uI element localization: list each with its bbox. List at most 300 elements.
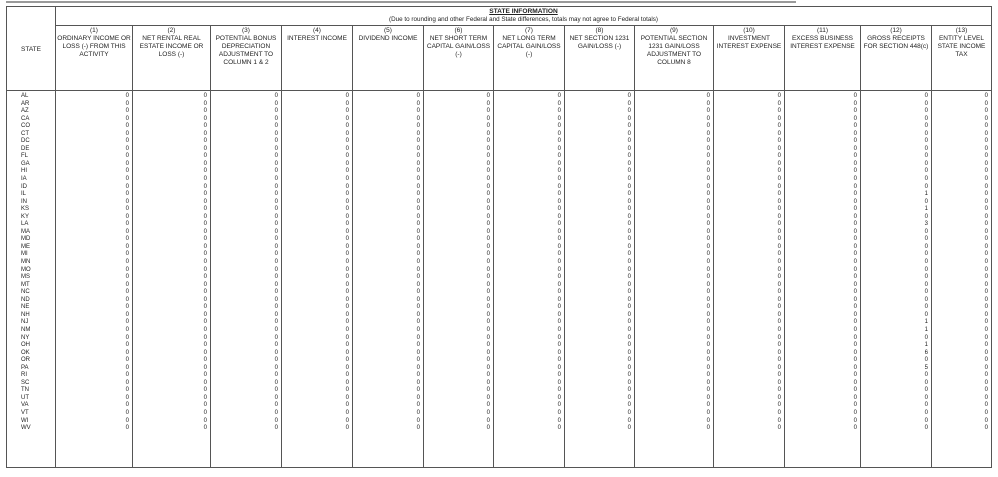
state-code: VT (21, 409, 29, 416)
table-cell: 6 (924, 349, 928, 356)
table-cell: 0 (203, 274, 207, 281)
table-cell: 0 (557, 206, 561, 213)
table-cell: 0 (203, 108, 207, 115)
table-cell: 0 (627, 168, 631, 175)
table-cell: 0 (416, 372, 420, 379)
table-cell: 0 (924, 357, 928, 364)
table-cell: 0 (924, 145, 928, 152)
state-code: AZ (21, 108, 29, 115)
table-cell: 0 (486, 153, 490, 160)
table-cell: 0 (203, 296, 207, 303)
table-cell: 0 (627, 402, 631, 409)
table-cell: 0 (486, 168, 490, 175)
table-cell: 0 (557, 153, 561, 160)
table-cell: 0 (777, 236, 781, 243)
table-cell: 0 (627, 183, 631, 190)
table-cell: 0 (706, 123, 710, 130)
table-cell: 0 (345, 409, 349, 416)
table-cell: 0 (557, 160, 561, 167)
state-code: DC (21, 138, 30, 145)
table-cell: 0 (274, 191, 278, 198)
table-cell: 0 (274, 266, 278, 273)
table-cell: 0 (924, 372, 928, 379)
table-cell: 0 (984, 311, 988, 318)
table-cell: 0 (706, 183, 710, 190)
table-cell: 0 (274, 183, 278, 190)
table-cell: 0 (777, 198, 781, 205)
table-cell: 0 (486, 394, 490, 401)
table-cell: 0 (627, 394, 631, 401)
table-cell: 0 (345, 372, 349, 379)
table-cell: 0 (416, 176, 420, 183)
table-cell: 0 (345, 334, 349, 341)
table-cell: 0 (345, 198, 349, 205)
table-cell: 0 (486, 213, 490, 220)
table-cell: 0 (416, 387, 420, 394)
table-cell: 0 (706, 379, 710, 386)
table-cell: 0 (345, 183, 349, 190)
table-cell: 0 (557, 281, 561, 288)
table-cell: 0 (777, 402, 781, 409)
table-cell: 0 (203, 259, 207, 266)
table-cell: 0 (853, 206, 857, 213)
table-cell: 0 (203, 115, 207, 122)
table-cell: 0 (125, 93, 129, 99)
table-cell: 0 (627, 130, 631, 137)
table-cell: 0 (416, 326, 420, 333)
table-cell: 0 (125, 394, 129, 401)
table-cell: 0 (853, 326, 857, 333)
table-cell: 0 (345, 153, 349, 160)
table-cell: 0 (627, 198, 631, 205)
table-cell: 0 (203, 372, 207, 379)
table-cell: 0 (345, 176, 349, 183)
table-cell: 0 (557, 145, 561, 152)
table-cell: 0 (853, 93, 857, 99)
table-cell: 0 (125, 168, 129, 175)
table-cell: 0 (274, 259, 278, 266)
column-header (494, 25, 564, 91)
state-code: AL (21, 93, 29, 99)
table-cell: 0 (924, 228, 928, 235)
table-cell: 0 (203, 409, 207, 416)
table-cell: 0 (706, 153, 710, 160)
table-cell: 0 (924, 236, 928, 243)
table-cell: 0 (706, 372, 710, 379)
table-cell: 0 (627, 160, 631, 167)
table-cell: 0 (984, 334, 988, 341)
table-cell: 0 (203, 417, 207, 424)
table-cell: 0 (345, 349, 349, 356)
table-cell: 0 (627, 108, 631, 115)
table-cell: 0 (557, 191, 561, 198)
table-cell: 0 (203, 402, 207, 409)
table-cell: 0 (777, 349, 781, 356)
table-cell: 0 (557, 402, 561, 409)
table-cell: 0 (557, 289, 561, 296)
table-cell: 0 (274, 417, 278, 424)
table-cell: 0 (486, 425, 490, 432)
table-cell: 0 (203, 342, 207, 349)
table-cell: 0 (853, 259, 857, 266)
table-cell: 0 (706, 266, 710, 273)
table-cell: 0 (416, 357, 420, 364)
table-cell: 0 (984, 387, 988, 394)
table-cell: 0 (486, 259, 490, 266)
column-number: (2) (167, 27, 176, 34)
table-cell: 0 (416, 115, 420, 122)
table-cell: 0 (853, 221, 857, 228)
table-cell: 0 (984, 289, 988, 296)
table-cell: 0 (416, 191, 420, 198)
table-cell: 0 (557, 213, 561, 220)
table-cell: 0 (853, 115, 857, 122)
table-cell: 0 (345, 243, 349, 250)
table-cell: 0 (627, 259, 631, 266)
table-cell: 0 (345, 108, 349, 115)
table-cell: 0 (706, 228, 710, 235)
column-header (56, 25, 132, 91)
table-cell: 0 (627, 387, 631, 394)
table-cell: 0 (486, 228, 490, 235)
column-header (565, 25, 634, 91)
data-column (210, 25, 281, 467)
data-column (55, 25, 132, 467)
state-code: RI (21, 372, 27, 379)
table-cell: 0 (627, 311, 631, 318)
table-cell: 0 (924, 387, 928, 394)
table-cell: 0 (557, 334, 561, 341)
table-cell: 0 (557, 364, 561, 371)
table-cell: 0 (627, 191, 631, 198)
table-cell: 0 (853, 357, 857, 364)
table-cell: 0 (627, 342, 631, 349)
table-cell: 0 (706, 425, 710, 432)
table-cell: 0 (345, 304, 349, 311)
table-cell: 0 (924, 311, 928, 318)
table-cell: 0 (345, 160, 349, 167)
table-cell: 0 (557, 266, 561, 273)
table-cell: 0 (777, 100, 781, 107)
table-cell: 0 (984, 191, 988, 198)
table-cell: 0 (345, 379, 349, 386)
data-column (132, 25, 210, 467)
table-cell: 0 (416, 130, 420, 137)
table-cell: 3 (924, 221, 928, 228)
table-cell: 0 (203, 289, 207, 296)
table-cell: 0 (486, 206, 490, 213)
table-cell: 0 (853, 349, 857, 356)
table-cell: 0 (627, 372, 631, 379)
table-cell: 0 (984, 402, 988, 409)
table-cell: 0 (557, 176, 561, 183)
table-cell: 0 (125, 145, 129, 152)
column-label: ORDINARY INCOME OR LOSS (-) FROM THIS ACTIVITY (57, 35, 131, 58)
table-cell: 0 (274, 206, 278, 213)
table-cell: 0 (416, 281, 420, 288)
table-cell: 0 (777, 379, 781, 386)
table-cell: 0 (125, 198, 129, 205)
table-cell: 0 (924, 304, 928, 311)
table-cell: 0 (345, 364, 349, 371)
table-cell: 0 (627, 274, 631, 281)
table-cell: 0 (557, 123, 561, 130)
table-cell: 0 (203, 213, 207, 220)
table-cell: 0 (416, 259, 420, 266)
table-cell: 0 (706, 191, 710, 198)
table-cell: 0 (924, 160, 928, 167)
table-cell: 0 (706, 417, 710, 424)
table-cell: 0 (853, 228, 857, 235)
table-cell: 0 (777, 289, 781, 296)
state-code: IA (21, 176, 27, 183)
table-cell: 0 (416, 342, 420, 349)
table-cell: 0 (627, 334, 631, 341)
table-cell: 0 (203, 311, 207, 318)
table-cell: 0 (274, 394, 278, 401)
table-cell: 0 (627, 357, 631, 364)
column-label: POTENTIAL SECTION 1231 GAIN/LOSS ADJUSTMENT TO COLUMN 8 (640, 35, 708, 66)
table-cell: 0 (627, 236, 631, 243)
table-cell: 0 (203, 176, 207, 183)
table-cell: 0 (125, 289, 129, 296)
table-cell: 0 (853, 296, 857, 303)
column-number: (11) (816, 27, 829, 34)
table-cell: 0 (627, 123, 631, 130)
table-cell: 0 (416, 425, 420, 432)
table-cell: 0 (924, 251, 928, 258)
table-cell: 0 (706, 160, 710, 167)
state-code: MO (21, 266, 31, 273)
table-cell: 0 (203, 326, 207, 333)
table-cell: 0 (203, 228, 207, 235)
table-cell: 0 (274, 289, 278, 296)
table-cell: 0 (345, 93, 349, 99)
table-cell: 0 (345, 319, 349, 326)
table-cell: 0 (924, 168, 928, 175)
table-cell: 0 (706, 100, 710, 107)
column-number: (4) (313, 27, 321, 34)
table-cell: 0 (274, 228, 278, 235)
table-cell: 0 (416, 213, 420, 220)
table-cell: 0 (706, 168, 710, 175)
table-cell: 0 (557, 183, 561, 190)
table-cell: 0 (274, 123, 278, 130)
table-cell: 0 (557, 228, 561, 235)
table-cell: 0 (853, 387, 857, 394)
table-cell: 0 (274, 425, 278, 432)
table-cell: 0 (274, 221, 278, 228)
table-cell: 0 (125, 364, 129, 371)
table-cell: 0 (125, 274, 129, 281)
table-cell: 0 (984, 160, 988, 167)
table-cell: 0 (125, 281, 129, 288)
table-cell: 0 (345, 123, 349, 130)
table-cell: 0 (416, 206, 420, 213)
state-code: HI (21, 168, 27, 175)
table-cell: 0 (777, 243, 781, 250)
table-cell: 0 (706, 274, 710, 281)
table-cell: 0 (706, 108, 710, 115)
table-cell: 0 (853, 334, 857, 341)
table-cell: 0 (706, 243, 710, 250)
table-cell: 0 (416, 319, 420, 326)
table-cell: 0 (486, 191, 490, 198)
table-cell: 0 (777, 372, 781, 379)
table-cell: 0 (777, 274, 781, 281)
state-code: CO (21, 123, 30, 130)
table-cell: 0 (486, 417, 490, 424)
table-cell: 0 (274, 296, 278, 303)
table-cell: 1 (924, 319, 928, 326)
table-cell: 0 (706, 326, 710, 333)
table-cell: 0 (486, 243, 490, 250)
table-cell: 0 (125, 221, 129, 228)
table-cell: 0 (706, 93, 710, 99)
table-cell: 0 (924, 108, 928, 115)
table-cell: 0 (486, 364, 490, 371)
table-cell: 0 (984, 319, 988, 326)
table-cell: 0 (627, 93, 631, 99)
table-cell: 0 (706, 251, 710, 258)
table-cell: 0 (416, 123, 420, 130)
table-cell: 0 (345, 296, 349, 303)
table-cell: 0 (984, 236, 988, 243)
table-cell: 0 (557, 221, 561, 228)
table-cell: 0 (274, 108, 278, 115)
table-cell: 0 (853, 379, 857, 386)
table-cell: 0 (777, 417, 781, 424)
state-code: IN (21, 198, 27, 205)
table-cell: 0 (274, 304, 278, 311)
table-cell: 0 (924, 153, 928, 160)
table-cell: 0 (706, 221, 710, 228)
table-cell: 0 (853, 138, 857, 145)
table-cell: 0 (627, 425, 631, 432)
table-cell: 0 (345, 266, 349, 273)
table-cell: 0 (345, 281, 349, 288)
table-cell: 0 (984, 372, 988, 379)
table-cell: 0 (853, 243, 857, 250)
table-cell: 0 (706, 281, 710, 288)
table-cell: 0 (557, 130, 561, 137)
table-cell: 0 (274, 198, 278, 205)
column-number: (6) (454, 27, 463, 34)
column-number: (13) (955, 27, 968, 34)
table-cell: 0 (345, 311, 349, 318)
table-cell: 0 (706, 145, 710, 152)
column-label: EXCESS BUSINESS INTEREST EXPENSE (790, 35, 855, 50)
table-cell: 0 (627, 326, 631, 333)
state-code: UT (21, 394, 29, 401)
table-cell: 0 (627, 228, 631, 235)
table-cell: 0 (557, 251, 561, 258)
table-cell: 0 (125, 176, 129, 183)
table-cell: 0 (203, 153, 207, 160)
state-code: MD (21, 236, 31, 243)
table-cell: 1 (924, 326, 928, 333)
table-cell: 0 (777, 221, 781, 228)
table-cell: 0 (345, 138, 349, 145)
table-cell: 0 (274, 334, 278, 341)
table-cell: 0 (777, 251, 781, 258)
table-cell: 0 (853, 402, 857, 409)
state-code: ID (21, 183, 27, 190)
state-information-table (6, 6, 992, 468)
table-cell: 0 (627, 138, 631, 145)
column-label: NET SHORT TERM CAPITAL GAIN/LOSS (-) (426, 35, 491, 58)
table-cell: 0 (486, 100, 490, 107)
table-cell: 0 (203, 138, 207, 145)
table-cell: 0 (345, 417, 349, 424)
table-cell: 0 (486, 334, 490, 341)
table-cell: 0 (557, 93, 561, 99)
table-cell: 0 (274, 176, 278, 183)
table-cell: 0 (557, 259, 561, 266)
table-cell: 0 (274, 281, 278, 288)
state-code: OK (21, 349, 30, 356)
column-label: ENTITY LEVEL STATE INCOME TAX (937, 35, 986, 58)
table-cell: 0 (125, 259, 129, 266)
table-cell: 0 (924, 425, 928, 432)
table-cell: 0 (627, 145, 631, 152)
table-cell: 0 (486, 145, 490, 152)
table-cell: 0 (853, 123, 857, 130)
table-cell: 0 (557, 311, 561, 318)
table-cell: 0 (203, 160, 207, 167)
table-cell: 0 (345, 274, 349, 281)
table-cell: 0 (924, 402, 928, 409)
table-cell: 0 (486, 372, 490, 379)
table-cell: 0 (706, 334, 710, 341)
column-number: (3) (242, 27, 250, 34)
table-cell: 0 (125, 191, 129, 198)
table-cell: 0 (203, 191, 207, 198)
table-cell: 0 (627, 364, 631, 371)
table-cell: 0 (777, 334, 781, 341)
table-cell: 0 (984, 168, 988, 175)
table-cell: 0 (125, 108, 129, 115)
column-number: (5) (384, 27, 392, 34)
table-cell: 0 (125, 266, 129, 273)
table-cell: 0 (984, 93, 988, 99)
table-cell: 0 (486, 115, 490, 122)
table-cell: 0 (125, 138, 129, 145)
table-cell: 0 (706, 296, 710, 303)
table-cell: 0 (125, 342, 129, 349)
table-banner (55, 7, 991, 26)
state-code: WV (21, 425, 31, 432)
table-cell: 0 (125, 183, 129, 190)
table-cell: 0 (345, 425, 349, 432)
table-cell: 0 (557, 243, 561, 250)
table-cell: 0 (984, 108, 988, 115)
table-cell: 0 (627, 221, 631, 228)
column-header (133, 25, 210, 91)
table-cell: 0 (274, 115, 278, 122)
table-cell: 0 (706, 349, 710, 356)
table-cell: 0 (203, 266, 207, 273)
table-cell: 0 (627, 409, 631, 416)
table-cell: 0 (924, 130, 928, 137)
table-cell: 0 (125, 425, 129, 432)
table-cell: 0 (853, 236, 857, 243)
table-cell: 0 (557, 296, 561, 303)
table-cell: 0 (777, 176, 781, 183)
table-cell: 0 (203, 130, 207, 137)
table-cell: 0 (984, 206, 988, 213)
column-header (714, 25, 784, 91)
